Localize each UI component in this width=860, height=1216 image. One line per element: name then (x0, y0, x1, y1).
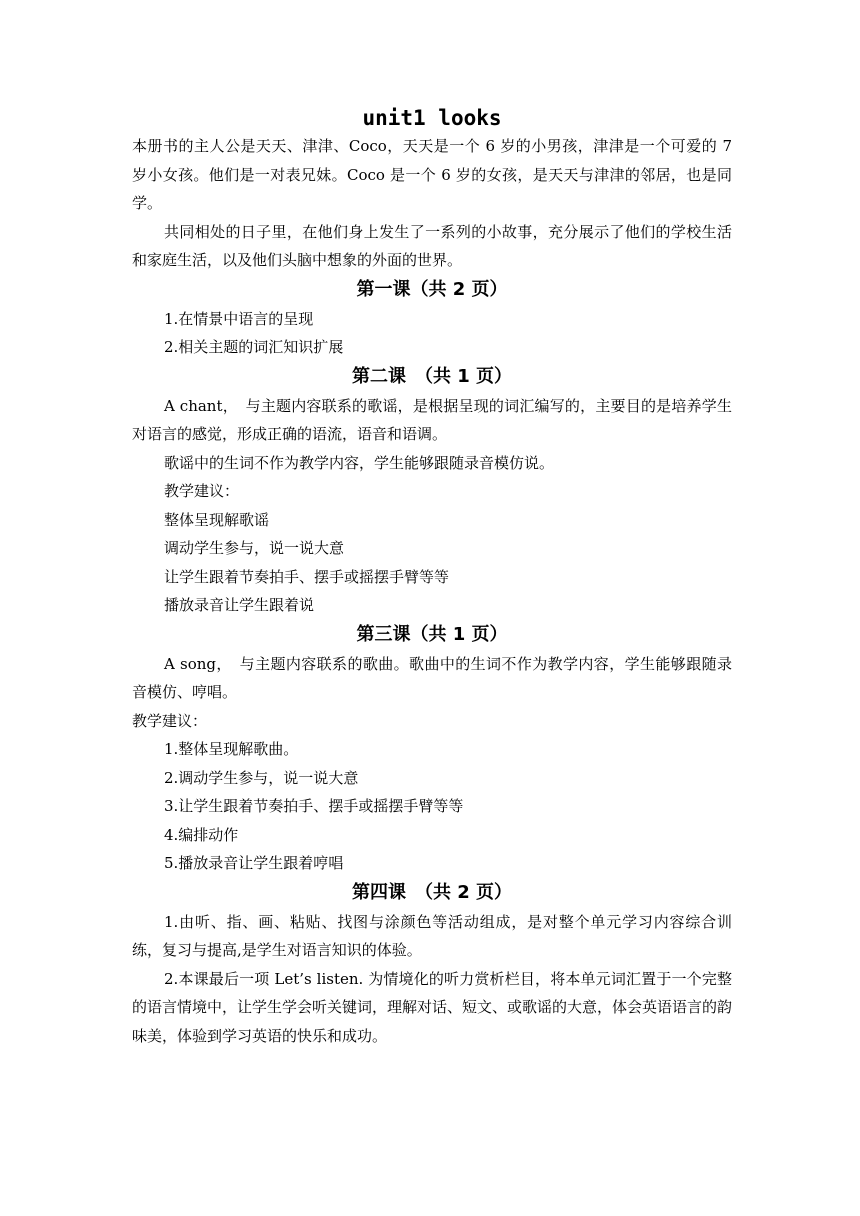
lesson2-item: 调动学生参与，说一说大意 (164, 539, 345, 557)
lesson4-paragraph-2: 2.本课最后一项 Let’s listen. 为情境化的听力赏析栏目，将本单元词汇置于一个完整的语言情境中，让学生学会听关键词，理解对话、短文、或歌谣的大意，体会英语语言的韵味美，体验到学习英语的快乐和成功。 (132, 969, 733, 1045)
lesson1-item: 2.相关主题的词汇知识扩展 (164, 338, 344, 356)
lesson3-paragraph-1: A song， 与主题内容联系的歌曲。歌曲中的生词不作为教学内容，学生能够跟随录音模仿、哼唱。 (132, 654, 732, 701)
lesson1-item: 1.在情景中语言的呈现 (164, 309, 314, 328)
lesson3-item: 4.编排动作 (164, 825, 239, 844)
lesson2-item: 让学生跟着节奏拍手、摆手或摇摆手臂等等 (164, 567, 450, 586)
lesson3-item: 5.播放录音让学生跟着哼唱 (164, 854, 344, 872)
lesson2-item: 播放录音让学生跟着说 (164, 596, 315, 614)
intro-paragraph-2: 共同相处的日子里，在他们身上发生了一系列的小故事，充分展示了他们的学校生活和家庭生活，以及他们头脑中想象的外面的世界。 (132, 222, 732, 269)
intro-paragraph-1: 本册书的主人公是天天、津津、Coco，天天是一个 6 岁的小男孩，津津是一个可爱的 7 岁小女孩。他们是一对表兄妹。Coco 是一个 6 岁的女孩，是天天与津津的邻居，也是同学。 (132, 137, 732, 212)
lesson2-paragraph-2: 歌谣中的生词不作为教学内容，学生能够跟随录音模仿说。 (164, 453, 555, 472)
lesson2-item: 整体呈现解歌谣 (164, 510, 270, 529)
lesson2-heading: 第二课 （共 1 页） (351, 365, 513, 387)
lesson2-suggest-label: 教学建议： (164, 482, 240, 500)
lesson1-heading: 第一课（共 2 页） (356, 278, 508, 300)
lesson3-item: 2.调动学生参与，说一说大意 (164, 768, 359, 787)
lesson3-item: 1.整体呈现解歌曲。 (164, 740, 299, 758)
lesson3-suggest-label: 教学建议： (132, 711, 208, 730)
lesson3-item: 3.让学生跟着节奏拍手、摆手或摇摆手臂等等 (164, 797, 464, 815)
lesson3-heading: 第三课（共 1 页） (356, 623, 508, 645)
document-page (132, 104, 732, 1050)
lesson4-heading: 第四课 （共 2 页） (351, 881, 513, 903)
lesson2-paragraph-1: A chant， 与主题内容联系的歌谣，是根据呈现的词汇编写的，主要目的是培养学生对语言的感觉，形成正确的语流，语音和语调。 (132, 396, 732, 443)
lesson4-paragraph-1: 1.由听、指、画、粘贴、找图与涂颜色等活动组成，是对整个单元学习内容综合训练，复习与提高,是学生对语言知识的体验。 (132, 912, 732, 959)
document-title: unit1 looks (362, 106, 502, 130)
